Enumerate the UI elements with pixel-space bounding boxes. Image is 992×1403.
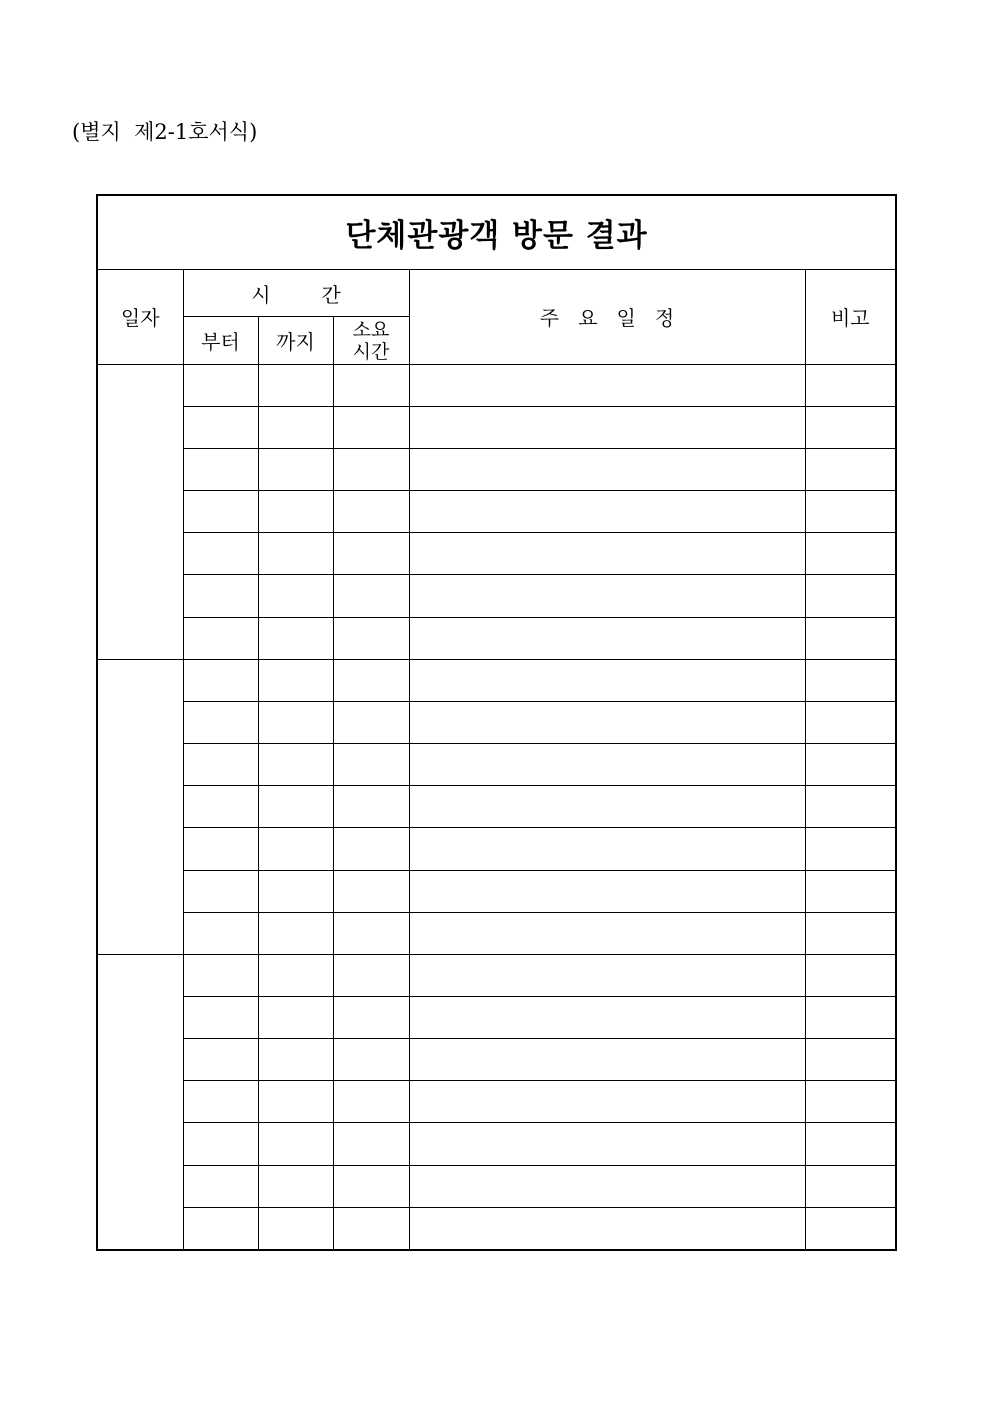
duration-cell[interactable] <box>333 364 409 406</box>
duration-cell[interactable] <box>333 575 409 617</box>
to-cell[interactable] <box>258 364 333 406</box>
to-cell[interactable] <box>258 406 333 448</box>
table-row <box>97 786 896 828</box>
schedule-cell[interactable] <box>409 448 805 490</box>
remarks-cell[interactable] <box>805 744 896 786</box>
remarks-cell[interactable] <box>805 1081 896 1123</box>
remarks-cell[interactable] <box>805 575 896 617</box>
from-cell[interactable] <box>183 701 258 743</box>
duration-cell[interactable] <box>333 828 409 870</box>
remarks-cell[interactable] <box>805 701 896 743</box>
to-header: 까지 <box>258 317 333 364</box>
from-cell[interactable] <box>183 533 258 575</box>
remarks-cell[interactable] <box>805 996 896 1038</box>
schedule-cell[interactable] <box>409 659 805 701</box>
to-cell[interactable] <box>258 491 333 533</box>
schedule-cell[interactable] <box>409 786 805 828</box>
from-cell[interactable] <box>183 659 258 701</box>
table-row <box>97 1165 896 1207</box>
from-header: 부터 <box>183 317 258 364</box>
remarks-header: 비고 <box>805 270 896 364</box>
schedule-cell[interactable] <box>409 996 805 1038</box>
remarks-cell[interactable] <box>805 617 896 659</box>
from-cell[interactable] <box>183 448 258 490</box>
table-row <box>97 1081 896 1123</box>
from-cell[interactable] <box>183 870 258 912</box>
duration-cell[interactable] <box>333 406 409 448</box>
table-row <box>97 617 896 659</box>
table-row <box>97 575 896 617</box>
duration-cell[interactable] <box>333 870 409 912</box>
table-row <box>97 659 896 701</box>
from-cell[interactable] <box>183 1207 258 1250</box>
from-cell[interactable] <box>183 1039 258 1081</box>
from-cell[interactable] <box>183 744 258 786</box>
duration-cell[interactable] <box>333 912 409 954</box>
schedule-cell[interactable] <box>409 701 805 743</box>
duration-cell[interactable] <box>333 659 409 701</box>
to-cell[interactable] <box>258 575 333 617</box>
from-cell[interactable] <box>183 406 258 448</box>
duration-cell[interactable] <box>333 533 409 575</box>
from-cell[interactable] <box>183 828 258 870</box>
table-row <box>97 1207 896 1250</box>
duration-cell[interactable] <box>333 1165 409 1207</box>
to-cell[interactable] <box>258 448 333 490</box>
duration-cell[interactable] <box>333 1081 409 1123</box>
duration-header-line2: 시간 <box>352 340 390 363</box>
remarks-cell[interactable] <box>805 786 896 828</box>
duration-header-line1: 소요 <box>352 318 390 341</box>
from-cell[interactable] <box>183 1123 258 1165</box>
to-cell[interactable] <box>258 912 333 954</box>
main-schedule-header: 주 요 일 정 <box>409 270 805 364</box>
schedule-cell[interactable] <box>409 491 805 533</box>
from-cell[interactable] <box>183 1165 258 1207</box>
table-row <box>97 406 896 448</box>
from-cell[interactable] <box>183 996 258 1038</box>
from-cell[interactable] <box>183 617 258 659</box>
table-row <box>97 828 896 870</box>
remarks-cell[interactable] <box>805 364 896 406</box>
table-title: 단체관광객 방문 결과 <box>97 195 896 270</box>
to-cell[interactable] <box>258 1039 333 1081</box>
remarks-cell[interactable] <box>805 659 896 701</box>
to-cell[interactable] <box>258 617 333 659</box>
table-row <box>97 912 896 954</box>
remarks-cell[interactable] <box>805 491 896 533</box>
date-cell[interactable] <box>97 659 183 954</box>
to-cell[interactable] <box>258 1081 333 1123</box>
form-number-label: (별지 제2-1호서식) <box>72 120 258 144</box>
duration-cell[interactable] <box>333 1207 409 1250</box>
remarks-cell[interactable] <box>805 448 896 490</box>
remarks-cell[interactable] <box>805 1207 896 1250</box>
duration-cell[interactable] <box>333 1039 409 1081</box>
from-cell[interactable] <box>183 786 258 828</box>
to-cell[interactable] <box>258 870 333 912</box>
to-cell[interactable] <box>258 996 333 1038</box>
duration-cell[interactable] <box>333 954 409 996</box>
remarks-cell[interactable] <box>805 1123 896 1165</box>
remarks-cell[interactable] <box>805 870 896 912</box>
from-cell[interactable] <box>183 575 258 617</box>
to-cell[interactable] <box>258 1123 333 1165</box>
date-header: 일자 <box>97 270 183 364</box>
data-rows <box>97 364 896 1250</box>
table-row <box>97 448 896 490</box>
table-row <box>97 364 896 406</box>
remarks-cell[interactable] <box>805 1165 896 1207</box>
schedule-cell[interactable] <box>409 1081 805 1123</box>
schedule-cell[interactable] <box>409 575 805 617</box>
duration-cell[interactable] <box>333 491 409 533</box>
remarks-cell[interactable] <box>805 1039 896 1081</box>
table-row <box>97 701 896 743</box>
schedule-cell[interactable] <box>409 870 805 912</box>
schedule-cell[interactable] <box>409 1207 805 1250</box>
table-row <box>97 954 896 996</box>
duration-cell[interactable] <box>333 744 409 786</box>
to-cell[interactable] <box>258 1207 333 1250</box>
to-cell[interactable] <box>258 954 333 996</box>
from-cell[interactable] <box>183 954 258 996</box>
table-row <box>97 996 896 1038</box>
date-cell[interactable] <box>97 954 183 1250</box>
date-cell[interactable] <box>97 364 183 659</box>
schedule-cell[interactable] <box>409 744 805 786</box>
schedule-cell[interactable] <box>409 912 805 954</box>
duration-cell[interactable] <box>333 996 409 1038</box>
remarks-cell[interactable] <box>805 912 896 954</box>
schedule-cell[interactable] <box>409 617 805 659</box>
schedule-cell[interactable] <box>409 954 805 996</box>
table-row <box>97 744 896 786</box>
to-cell[interactable] <box>258 1165 333 1207</box>
remarks-cell[interactable] <box>805 406 896 448</box>
duration-cell[interactable] <box>333 448 409 490</box>
schedule-cell[interactable] <box>409 1039 805 1081</box>
from-cell[interactable] <box>183 364 258 406</box>
schedule-cell[interactable] <box>409 1123 805 1165</box>
table-row <box>97 533 896 575</box>
table-row <box>97 1039 896 1081</box>
remarks-cell[interactable] <box>805 954 896 996</box>
time-header: 시 간 <box>183 270 409 317</box>
table-row <box>97 1123 896 1165</box>
from-cell[interactable] <box>183 912 258 954</box>
table-row <box>97 491 896 533</box>
schedule-cell[interactable] <box>409 406 805 448</box>
remarks-cell[interactable] <box>805 828 896 870</box>
from-cell[interactable] <box>183 491 258 533</box>
to-cell[interactable] <box>258 744 333 786</box>
schedule-cell[interactable] <box>409 1165 805 1207</box>
duration-header <box>333 317 409 364</box>
from-cell[interactable] <box>183 1081 258 1123</box>
to-cell[interactable] <box>258 701 333 743</box>
duration-cell[interactable] <box>333 1123 409 1165</box>
schedule-cell[interactable] <box>409 828 805 870</box>
to-cell[interactable] <box>258 659 333 701</box>
schedule-cell[interactable] <box>409 533 805 575</box>
group-tour-result-table <box>96 194 897 1251</box>
table-row <box>97 870 896 912</box>
to-cell[interactable] <box>258 828 333 870</box>
duration-cell[interactable] <box>333 617 409 659</box>
remarks-cell[interactable] <box>805 533 896 575</box>
to-cell[interactable] <box>258 786 333 828</box>
to-cell[interactable] <box>258 533 333 575</box>
duration-cell[interactable] <box>333 786 409 828</box>
schedule-cell[interactable] <box>409 364 805 406</box>
duration-cell[interactable] <box>333 701 409 743</box>
